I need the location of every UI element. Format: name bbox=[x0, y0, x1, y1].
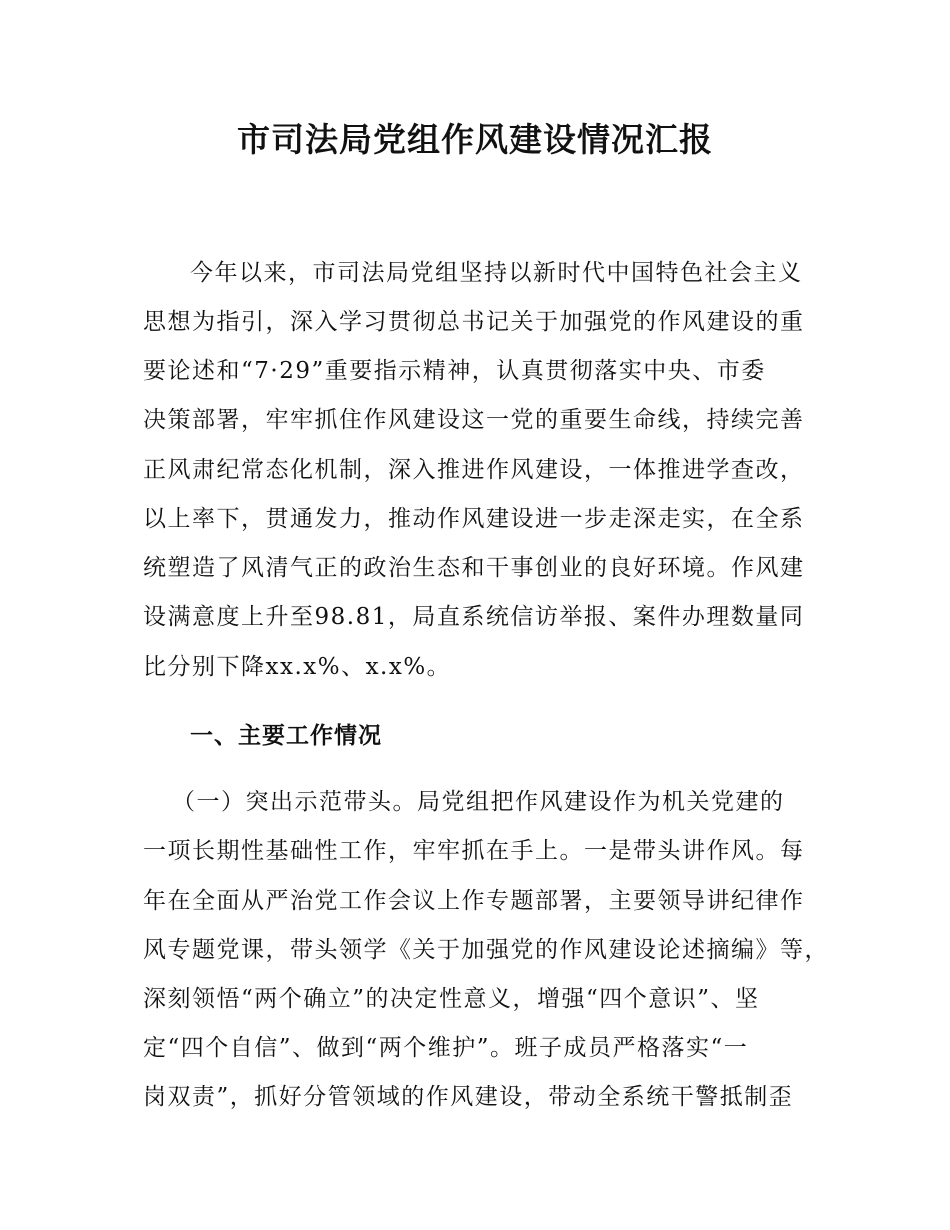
paragraph-line: 定“四个自信”、做到“两个维护”。班子成员严格落实“一 bbox=[143, 1035, 749, 1061]
paragraph-line: 一项长期性基础性工作，牢牢抓在手上。一是带头讲作风。每 bbox=[143, 838, 805, 864]
section-heading: 一、主要工作情况 bbox=[190, 723, 382, 749]
document-title: 市司法局党组作风建设情况汇报 bbox=[237, 120, 713, 159]
paragraph-line: 统塑造了风清气正的政治生态和干事创业的良好环境。作风建 bbox=[143, 555, 805, 581]
paragraph-line: （一）突出示范带头。局党组把作风建设作为机关党建的 bbox=[172, 789, 785, 815]
paragraph-line: 今年以来，市司法局党组坚持以新时代中国特色社会主义 bbox=[190, 260, 803, 286]
paragraph-line: 比分别下降xx.x%、x.x%。 bbox=[143, 654, 452, 680]
paragraph-line: 思想为指引，深入学习贯彻总书记关于加强党的作风建设的重 bbox=[143, 309, 805, 335]
paragraph-line: 风专题党课，带头领学《关于加强党的作风建设论述摘编》等， bbox=[143, 937, 829, 963]
paragraph-line: 深刻领悟“两个确立”的决定性意义，增强“四个意识”、坚 bbox=[143, 986, 760, 1012]
paragraph-line: 年在全面从严治党工作会议上作专题部署，主要领导讲纪律作 bbox=[143, 888, 805, 914]
paragraph-line: 决策部署，牢牢抓住作风建设这一党的重要生命线，持续完善 bbox=[143, 407, 805, 433]
paragraph-line: 设满意度上升至98.81，局直系统信访举报、案件办理数量同 bbox=[143, 604, 805, 630]
paragraph-line: 以上率下，贯通发力，推动作风建设进一步走深走实，在全系 bbox=[143, 506, 805, 532]
paragraph-line: 正风肃纪常态化机制，深入推进作风建设，一体推进学查改， bbox=[143, 457, 805, 483]
paragraph-line: 岗双责”，抓好分管领域的作风建设，带动全系统干警抵制歪 bbox=[143, 1084, 794, 1110]
paragraph-line: 要论述和“7·29”重要指示精神，认真贯彻落实中央、市委 bbox=[143, 358, 766, 384]
